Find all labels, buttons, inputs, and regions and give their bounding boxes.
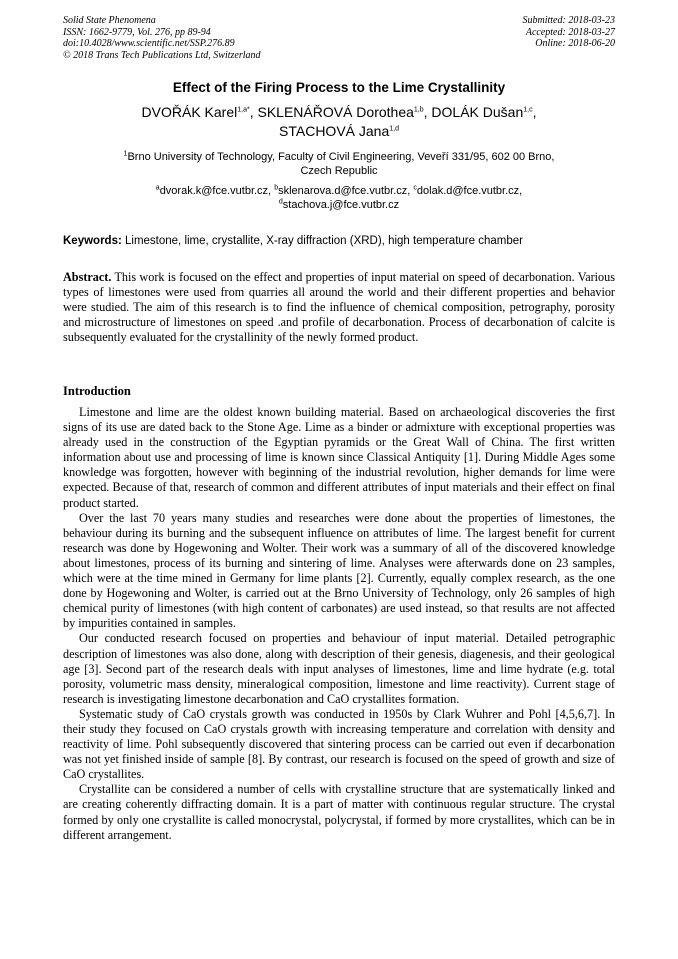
affiliation-text: Brno University of Technology, Faculty of Civil Engineering, Veveří 331/95, 602 00 Brno, [127, 151, 555, 163]
submission-dates [523, 15, 616, 50]
email-link[interactable]: dvorak.k@fce.vutbr.cz, [159, 185, 275, 197]
author-sup: 1,c [523, 106, 533, 114]
journal-doi: doi:10.4028/www.scientific.net/SSP.276.89 [63, 38, 235, 49]
author-sup: 1,a* [237, 106, 250, 114]
author-name: DVOŘÁK Karel [141, 104, 238, 120]
affiliation-sup: 1 [123, 150, 128, 158]
affiliation-country: Czech Republic [300, 165, 378, 177]
journal-issn: ISSN: 1662-9779, Vol. 276, pp 89-94 [63, 26, 211, 38]
keywords-text: Limestone, lime, crystallite, X-ray diffraction (XRD), high temperature chamber [121, 235, 523, 247]
email-link[interactable]: dolak.d@fce.vutbr.cz, [416, 185, 523, 197]
introduction-body [63, 405, 615, 843]
journal-copyright: © 2018 Trans Tech Publications Ltd, Switzerland [63, 49, 261, 61]
journal-info [63, 15, 261, 61]
email-sup: a [155, 184, 160, 192]
author-list [63, 103, 615, 141]
paper-title: Effect of the Firing Process to the Lime Crystallinity [172, 80, 506, 95]
abstract-text: This work is focused on the effect and properties of input material on speed of decarbonation. Various types of limestones were used from quarries all around the world and their different properties and behavior were studied. The aim of this research is to find the influence of chemical composition, petrography, porosity and microstructure of limestones on speed .and profile of decarbonation. Process of decarbonation of calcite is subsequently evaluated for the crystallinity of the newly formed product. [63, 270, 615, 345]
author-name: , DOLÁK Dušan [423, 104, 524, 120]
online-date: Online: 2018-06-20 [535, 38, 615, 49]
abstract [63, 270, 615, 345]
email-sup: c [413, 184, 417, 192]
author-name: STACHOVÁ Jana [279, 123, 390, 139]
keywords-label: Keywords: [63, 235, 122, 247]
author-sup: 1,b [413, 106, 424, 114]
paragraph: Over the last 70 years many studies and researches were done about the properties of limestones, the behaviour during its burning and the subsequent influence on attributes of lime. The largest benefit for current research was done by Hogewoning and Wolter. Their work was a summary of all of the discovered knowledge about limestones, process of its burning and sintering of lime. Analyses were afterwards done on 23 samples, which were at the time mined in Germany for lime plants [2]. Currently, equally complex research, as the one done by Hogewoning and Wolter, is carried out at the Brno University of Technology, only 26 samples of high chemical purity of limestones (with high content of carbonates) are used instead, so that results are not affected by impurities contained in samples. [63, 510, 615, 631]
abstract-label: Abstract. [63, 270, 112, 284]
keywords [63, 235, 615, 247]
affiliation [63, 150, 615, 178]
author-sup: 1,d [389, 125, 399, 133]
submitted-date: Submitted: 2018-03-23 [522, 15, 615, 26]
paragraph: Crystallite can be considered a number of cells with crystalline structure that are systematically linked and are creating coherently diffracting domain. It is a part of matter with continuous regular structure. The crystal formed by only one crystallite is called monocrystal, polycrystal, if formed by more crystallites, which can be in different arrangement. [63, 782, 615, 842]
section-heading-introduction: Introduction [63, 384, 131, 398]
author-emails [63, 184, 615, 212]
email-link[interactable]: stachova.j@fce.vutbr.cz [282, 199, 400, 211]
email-sup: d [278, 198, 283, 206]
paragraph: Systematic study of CaO crystals growth was conducted in 1950s by Clark Wuhrer and Pohl [4,5,6,7]. In their study they focused on CaO crystals growth with increasing temperature and correlation with density and reactivity of lime. Pohl subsequently discovered that sintering process can be carried out even if decarbonation was not yet finished inside of sample [8]. By contrast, our research is focused on the speed of growth and size of CaO crystallites. [63, 706, 615, 782]
email-sup: b [274, 184, 279, 192]
author-name: , SKLENÁŘOVÁ Dorothea [249, 104, 414, 120]
accepted-date: Accepted: 2018-03-27 [525, 26, 615, 38]
paragraph: Limestone and lime are the oldest known building material. Based on archaeological discoveries the first signs of its use are dated back to the Stone Age. Lime as a binder or admixture with exceptional properties was already used in the construction of the Egyptian pyramids or the Great Wall of China. The first written information about use and processing of lime is known since Classical Antiquity [1]. During Middle Ages some knowledge was forgotten, however with beginning of the industrial revolution, higher demands for lime were expected. Because of that, research of common and different attributes of input materials and their effect on final product started. [63, 405, 615, 510]
journal-name: Solid State Phenomena [63, 15, 156, 26]
paragraph: Our conducted research focused on properties and behaviour of input material. Detailed petrographic description of limestones was also done, along with description of their genesis, diagenesis, and their geological age [3]. Second part of the research deals with input analyses of limestones, lime and lime hydrate (e.g. total porosity, volumetric mass density, mineralogical composition, limestone and lime reactivity). Current stage of research is investigating limestone decarbonation and CaO crystallites formation. [63, 631, 615, 706]
author-separator: , [532, 104, 537, 120]
email-link[interactable]: sklenarova.d@fce.vutbr.cz, [278, 185, 414, 197]
